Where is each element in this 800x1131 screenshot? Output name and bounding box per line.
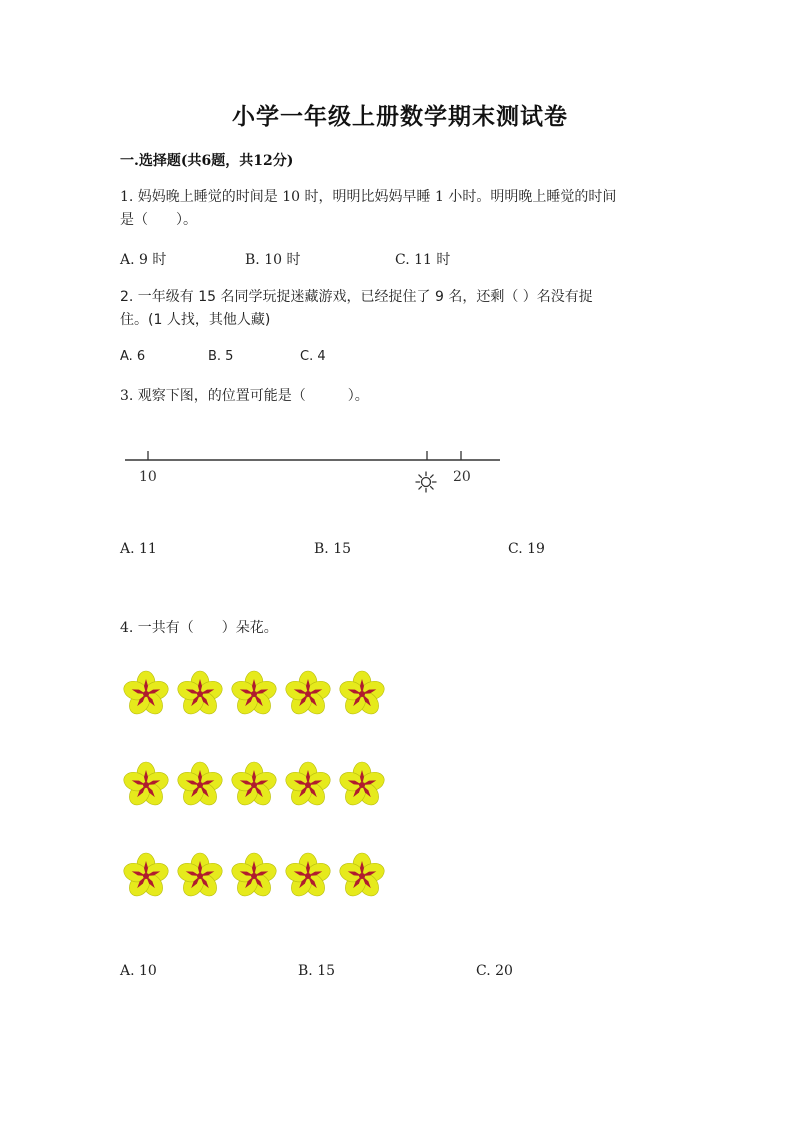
- option-c[interactable]: C. 11 时: [395, 252, 451, 268]
- section-heading: 一.选择题(共6题，共12分): [120, 153, 294, 169]
- option-b[interactable]: B. 15: [298, 963, 336, 979]
- flower-icon: [174, 668, 226, 720]
- option-b[interactable]: B. 10 时: [245, 252, 301, 268]
- question-4-line-1: 4. 一共有（ ）朵花。: [120, 620, 278, 636]
- question-1: [120, 186, 690, 232]
- question-4: [120, 617, 690, 640]
- option-a[interactable]: A. 10: [120, 963, 157, 979]
- flower-icon: [120, 759, 172, 811]
- option-a[interactable]: A. 9 时: [120, 252, 167, 268]
- flower-icon: [282, 668, 334, 720]
- option-c[interactable]: C. 4: [300, 349, 326, 364]
- option-a[interactable]: A. 6: [120, 349, 146, 364]
- option-c[interactable]: C. 19: [508, 541, 545, 557]
- flower-icon: [174, 850, 226, 902]
- question-3-line-1: 3. 观察下图，的位置可能是（ ）。: [120, 388, 369, 404]
- flower-icon: [174, 759, 226, 811]
- question-2-line-1: 2. 一年级有 15 名同学玩捉迷藏游戏，已经捉住了 9 名，还剩（ ）名没有捉: [120, 289, 593, 305]
- flower-icon: [120, 668, 172, 720]
- flower-icon: [336, 850, 388, 902]
- question-1-line-2: 是（ ）。: [120, 212, 197, 228]
- question-3: [120, 385, 690, 408]
- flower-icon: [336, 668, 388, 720]
- flower-icon: [228, 668, 280, 720]
- option-c[interactable]: C. 20: [476, 963, 513, 979]
- page-title: 小学一年级上册数学期末测试卷: [232, 103, 568, 130]
- number-line-end-label: 20: [453, 469, 471, 485]
- flower-icon: [336, 759, 388, 811]
- flower-icon: [282, 759, 334, 811]
- flower-icon: [282, 850, 334, 902]
- option-a[interactable]: A. 11: [120, 541, 157, 557]
- number-line: [120, 440, 520, 500]
- number-line-start-label: 10: [139, 469, 157, 485]
- option-b[interactable]: B. 15: [314, 541, 352, 557]
- flower-icon: [120, 850, 172, 902]
- question-2-line-2: 住。(1 人找，其他人藏): [120, 312, 271, 328]
- sun-icon: [416, 472, 436, 492]
- question-1-line-1: 1. 妈妈晚上睡觉的时间是 10 时，明明比妈妈早睡 1 小时。明明晚上睡觉的时间: [120, 189, 617, 205]
- flower-icon: [228, 850, 280, 902]
- option-b[interactable]: B. 5: [208, 349, 234, 364]
- question-2: [120, 286, 690, 332]
- flower-icon: [228, 759, 280, 811]
- flower-grid: [120, 668, 420, 928]
